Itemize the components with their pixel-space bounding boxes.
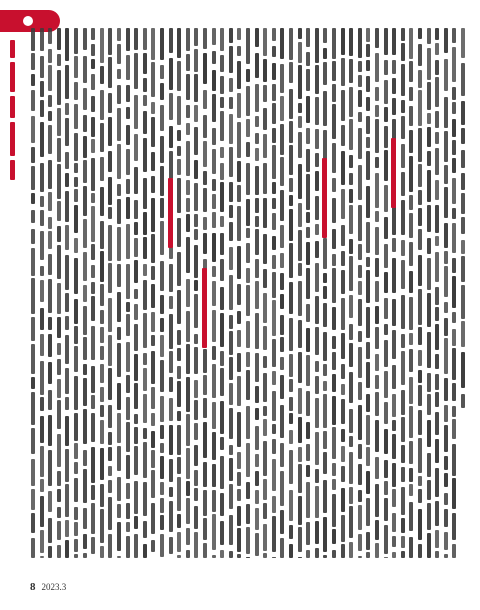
article-body [26,28,466,558]
text-line [82,28,88,558]
text-line [150,28,156,558]
text-line [451,28,457,558]
text-line [125,28,131,558]
column-title [4,40,22,190]
text-line [73,28,79,558]
title-glyph [10,62,15,92]
text-line [159,28,165,558]
text-line [331,28,337,558]
title-glyph [10,160,15,180]
text-line [400,28,406,558]
text-line [185,28,191,558]
text-line [374,28,380,558]
text-line [133,28,139,558]
title-glyph [10,96,15,118]
text-line [460,28,466,558]
text-line [116,28,122,558]
section-heading [167,28,175,558]
section-heading [321,28,329,558]
text-line [443,28,449,558]
text-line [408,28,414,558]
text-line [288,28,294,558]
text-line [383,28,389,558]
text-line [39,28,45,558]
text-line [211,28,217,558]
section-heading [390,28,398,558]
text-line [417,28,423,558]
text-line [262,28,268,558]
text-line [56,28,62,558]
text-line [228,28,234,558]
text-line [99,28,105,558]
text-line [236,28,242,558]
title-glyph [10,40,15,58]
title-glyph [10,122,15,156]
text-line [271,28,277,558]
text-line [219,28,225,558]
circle-icon [23,16,33,26]
text-line [348,28,354,558]
text-line [314,28,320,558]
text-line [47,28,53,558]
text-line [357,28,363,558]
text-line [107,28,113,558]
text-line [279,28,285,558]
text-line [426,28,432,558]
text-line [254,28,260,558]
text-line [176,28,182,558]
text-line [30,28,36,558]
text-line [64,28,70,558]
text-line [340,28,346,558]
text-line [193,28,199,558]
text-line [434,28,440,558]
page-footer [30,580,66,594]
section-heading [201,28,209,558]
issue-date: 2023.3 [41,582,67,592]
text-line [90,28,96,558]
text-line [297,28,303,558]
text-line [142,28,148,558]
text-line [305,28,311,558]
text-line [245,28,251,558]
text-line [365,28,371,558]
page-number: 8 [30,581,36,593]
